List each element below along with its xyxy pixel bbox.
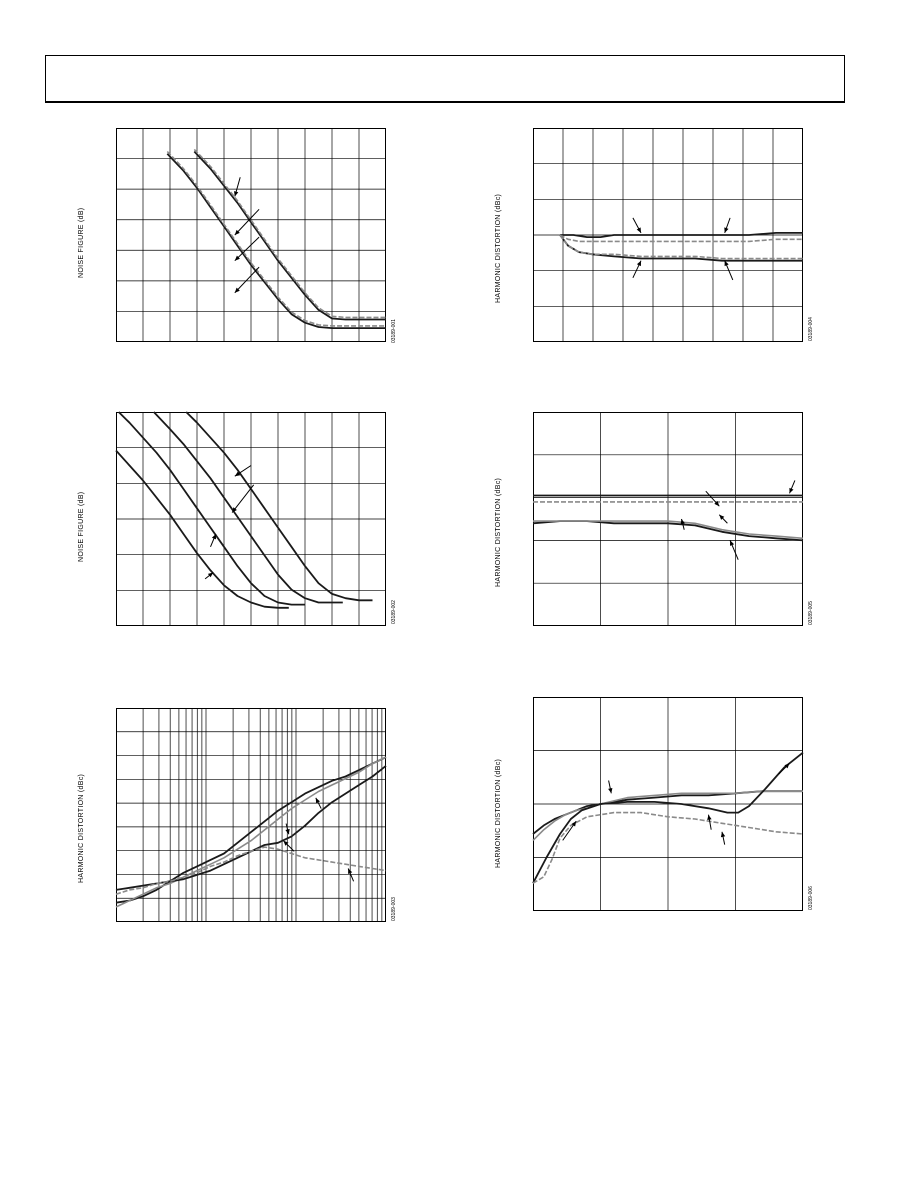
- series-line-4: [560, 235, 803, 259]
- chart-plot-area: [533, 128, 803, 342]
- series-line-4: [194, 149, 386, 317]
- chart-panel-noise-figure-1: [116, 128, 386, 342]
- y-axis-label: HARMONIC DISTORTION (dBc): [495, 477, 502, 587]
- series-line-3: [154, 412, 343, 603]
- annotation-arrow-head: [707, 815, 711, 820]
- series-line-2: [560, 235, 803, 241]
- figure-code: 03189-002: [391, 600, 397, 624]
- y-axis-label: NOISE FIGURE (dB): [78, 491, 85, 562]
- annotation-arrow-line: [235, 237, 259, 261]
- annotation-arrow-line: [232, 485, 254, 513]
- chart-plot-area: [116, 128, 386, 342]
- chart-plot-area: [116, 412, 386, 626]
- series-line-3: [194, 152, 386, 320]
- annotation-arrow-line: [235, 209, 259, 235]
- y-axis-label: HARMONIC DISTORTION (dBc): [78, 773, 85, 883]
- chart-panel-harmonic-distortion-4: [533, 128, 803, 342]
- figure-code: 03189-004: [808, 317, 814, 341]
- series-line-2: [119, 412, 305, 605]
- y-axis-label: HARMONIC DISTORTION (dBc): [495, 758, 502, 868]
- annotation-arrow-head: [608, 788, 612, 793]
- series-line-2: [167, 152, 386, 326]
- annotation-arrow-head: [721, 832, 725, 837]
- y-axis-label: HARMONIC DISTORTION (dBc): [495, 193, 502, 303]
- chart-panel-harmonic-distortion-5: [533, 412, 803, 626]
- figure-code: 03189-003: [391, 897, 397, 921]
- chart-plot-area: [533, 697, 803, 911]
- chart-plot-area: [116, 708, 386, 922]
- chart-panel-noise-figure-2: [116, 412, 386, 626]
- series-line-1: [167, 154, 386, 328]
- series-line-4: [186, 412, 372, 600]
- annotation-arrow-head: [572, 821, 577, 826]
- annotation-arrow-head: [724, 227, 728, 233]
- chart-plot-area: [533, 412, 803, 626]
- figure-code: 03189-006: [808, 886, 814, 910]
- chart-panel-harmonic-distortion-3: [116, 708, 386, 922]
- annotation-arrow-line: [235, 267, 259, 293]
- y-axis-label: NOISE FIGURE (dB): [78, 207, 85, 278]
- chart-panel-harmonic-distortion-6: [533, 697, 803, 911]
- figure-code: 03189-001: [391, 319, 397, 343]
- series-line-1: [116, 451, 289, 608]
- series-line-3: [116, 766, 386, 890]
- figure-code: 03189-005: [808, 601, 814, 625]
- page-header-box: [45, 55, 845, 103]
